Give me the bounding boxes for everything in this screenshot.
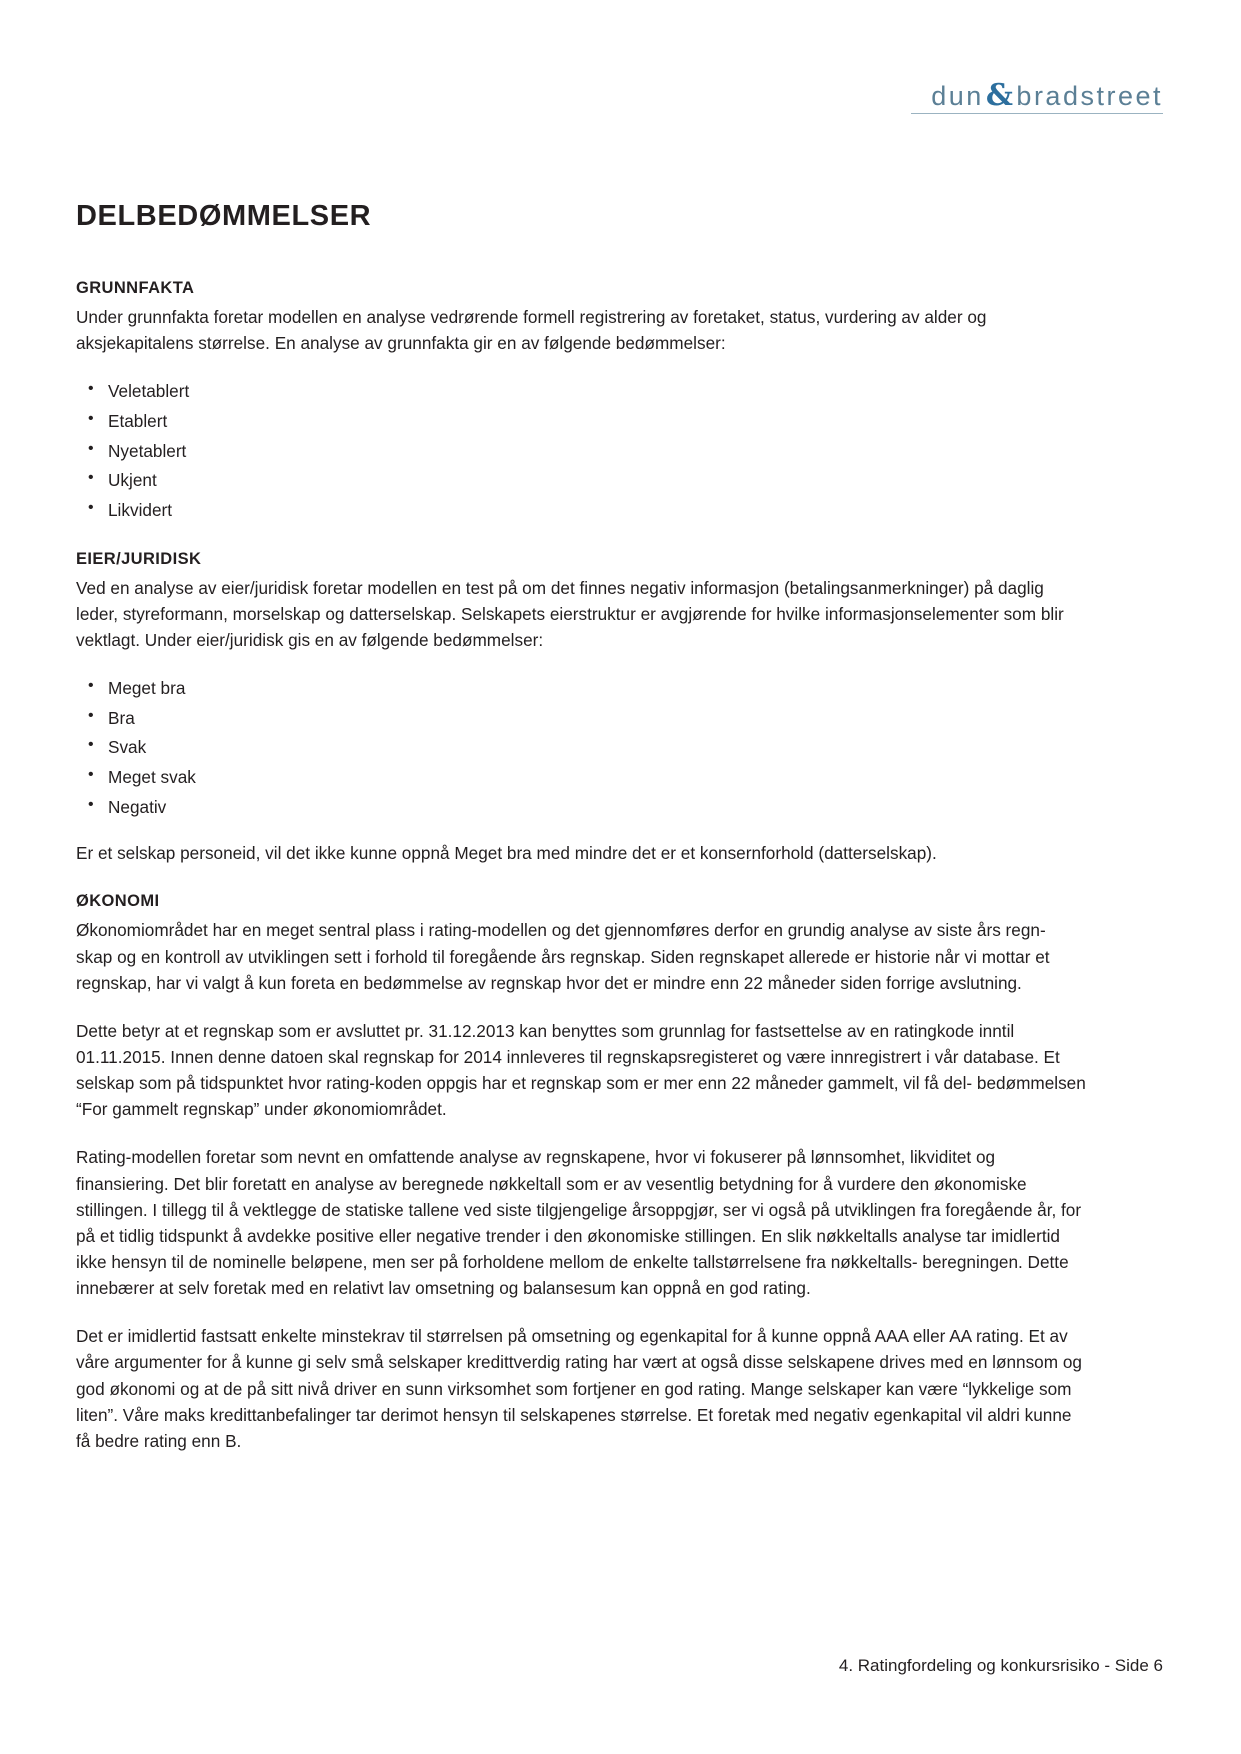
section-grunnfakta — [76, 279, 1086, 524]
section-paragraph: Det er imidlertid fastsatt enkelte minstekrav til størrelsen på omsetning og egenkapital for å kunne oppnå AAA eller AA rating. Et av våre argumenter for å kunne gi selv små selskaper kredittverdig rating har vært at også disse selskapene drives med en lønnsom og god økonomi og at de på sitt nivå driver en sunn virksomhet som fortjener en god rating. Mange selskaper kan være “lykkelige som liten”. Våre maks kredittanbefalinger tar derimot hensyn til selskapenes størrelse. Et foretak med negativ egenkapital vil aldri kunne få bedre rating enn B. — [76, 1326, 1082, 1451]
section-paragraph: Ved en analyse av eier/juridisk foretar modellen en test på om det finnes negativ informasjon (betalingsanmerkninger) på daglig leder, styreformann, morselskap og datterselskap. Selskapets eierstruktur er avgjørende for hvilke informasjonselementer som blir vektlagt. Under eier/juridisk gis en av følgende bedømmelser: — [76, 577, 1064, 650]
list-item: • Meget svak — [86, 764, 1086, 791]
list-item: • Likvidert — [86, 497, 1086, 524]
section-paragraph: Økonomiområdet har en meget sentral plass i rating-modellen og det gjennomføres derfor en grundig analyse av siste års regn- skap og en kontroll av utviklingen sett i forhold til foregående års regnskap. Siden regnskapet allerede er historie når vi mottar et regnskap, har vi valgt å kun foreta en bedømmelse av regnskap hvor det er mindre enn 22 måneder siden forrige avslutning. — [76, 920, 1050, 993]
dun-bradstreet-logo — [931, 78, 1163, 113]
eier-juridisk-bullet-list — [76, 675, 1086, 820]
section-heading-grunnfakta: GRUNNFAKTA — [76, 279, 195, 297]
list-item: • Etablert — [86, 408, 1086, 435]
logo-text-dun: dun — [931, 81, 984, 111]
list-item: • Nyetablert — [86, 438, 1086, 465]
list-item: • Svak — [86, 734, 1086, 761]
logo-text-bradstreet: bradstreet — [1016, 81, 1163, 111]
section-paragraph: Dette betyr at et regnskap som er avsluttet pr. 31.12.2013 kan benyttes som grunnlag for fastsettelse av en ratingkode inntil 01.11.2015. Innen denne datoen skal regnskap for 2014 innleveres til regnskapsregisteret og være innregistrert i vår database. Et selskap som på tidspunktet hvor rating-koden oppgis har et regnskap som er mer enn 22 måneder gammelt, vil få del- bedømmelsen “For gammelt regnskap” under økonomiområdet. — [76, 1020, 1086, 1120]
section-paragraph: Er et selskap personeid, vil det ikke kunne oppnå Meget bra med mindre det er et konsernforhold (datterselskap). — [76, 843, 937, 864]
logo-underline-divider — [911, 113, 1163, 114]
logo-ampersand-icon: & — [985, 78, 1015, 113]
grunnfakta-bullet-list — [76, 378, 1086, 523]
section-eier-juridisk — [76, 550, 1086, 867]
page-footer: 4. Ratingfordeling og konkursrisiko - Side 6 — [838, 1656, 1163, 1675]
section-okonomi — [76, 892, 1086, 1454]
section-paragraph: Rating-modellen foretar som nevnt en omfattende analyse av regnskapene, hvor vi fokuserer på lønnsomhet, likviditet og finansiering. Det blir foretatt en analyse av beregnede nøkkeltall som er av vesentlig betydning for å vurdere den økonomiske stillingen. I tillegg til å vektlegge de statiske tallene ved siste tilgjengelige årsoppgjør, ser vi også på utviklingen fra foregående år, for på et tidlig tidspunkt å avdekke positive eller negative trender i den økonomiske stillingen. En slik nøkkeltalls analyse tar imidlertid ikke hensyn til de nominelle beløpene, men ser på forholdene mellom de enkelte tallstørrelsene fra nøkkeltalls- beregningen. Dette innebærer at selv foretak med en relativt lav omsetning og balansesum kan oppnå en god rating. — [76, 1147, 1082, 1299]
list-item: • Meget bra — [86, 675, 1086, 702]
section-heading-okonomi: ØKONOMI — [76, 892, 160, 911]
list-item: • Bra — [86, 705, 1086, 732]
list-item: • Veletablert — [86, 378, 1086, 405]
list-item: • Ukjent — [86, 467, 1086, 494]
list-item: • Negativ — [86, 794, 1086, 821]
page-title: DELBEDØMMELSER — [76, 200, 372, 232]
section-paragraph: Under grunnfakta foretar modellen en analyse vedrørende formell registrering av foretaket, status, vurdering av alder og aksjekapitalens størrelse. En analyse av grunnfakta gir en av følgende bedømmelser: — [76, 307, 987, 354]
document-content — [76, 200, 1086, 1480]
section-heading-eier-juridisk: EIER/JURIDISK — [76, 549, 202, 568]
